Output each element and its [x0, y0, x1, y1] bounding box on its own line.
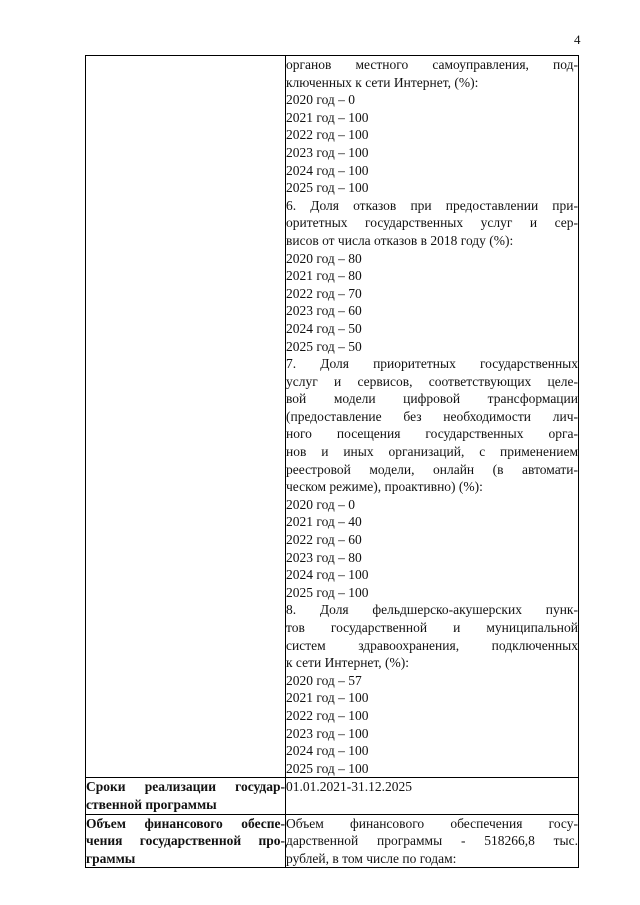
content-line: дарственной программы - 518266,8 тыс. [286, 833, 578, 849]
label-line: Объем финансового обеспе- [86, 815, 285, 831]
content-line: 2021 год – 80 [286, 268, 362, 284]
content-line: 2023 год – 100 [286, 725, 369, 741]
content-line: 2020 год – 80 [286, 250, 362, 266]
content-line: услуг и сервисов, соответствующих целе- [286, 373, 578, 389]
content-line: 2025 год – 100 [286, 584, 369, 600]
content-line: 2023 год – 100 [286, 144, 369, 160]
content-line: 6. Доля отказов при предоставлении при- [286, 197, 578, 213]
content-line: тов государственной и муниципальной [286, 620, 578, 635]
content-line: 2022 год – 100 [286, 707, 369, 723]
content-line: нов и иных организаций, с применением [286, 444, 578, 460]
content-line: 2025 год – 100 [286, 760, 369, 776]
label-line: Сроки реализации государ- [86, 779, 285, 795]
content-line: 2024 год – 100 [286, 162, 369, 178]
content-line: 2021 год – 100 [286, 690, 369, 706]
table-body [86, 56, 579, 868]
content-line: вой модели цифровой трансформации [286, 391, 578, 407]
content-line: 2024 год – 50 [286, 320, 362, 336]
table-row [86, 56, 579, 778]
page-number: 4 [574, 32, 581, 47]
row-label-cell [86, 56, 286, 778]
row-content-cell [286, 814, 579, 868]
label-line: граммы [86, 850, 136, 866]
content-line: рублей, в том числе по годам: [286, 850, 457, 866]
content-line: 2023 год – 80 [286, 549, 362, 565]
content-line: систем здравоохранения, подключенных [286, 637, 578, 653]
program-passport-table [85, 55, 579, 868]
content-line: к сети Интернет, (%): [286, 655, 410, 671]
content-line: 8. Доля фельдшерско-акушерских пунк- [286, 602, 578, 618]
content-line: оритетных государственных услуг и сер- [286, 215, 578, 231]
content-line: 2022 год – 100 [286, 127, 369, 143]
label-line: чения государственной про- [86, 833, 285, 849]
content-line: (предоставление без необходимости лич- [286, 408, 578, 424]
content-line: 2020 год – 57 [286, 672, 362, 688]
content-line: ческом режиме), проактивно) (%): [286, 479, 483, 495]
content-line: 2022 год – 60 [286, 532, 362, 548]
content-line: 2022 год – 70 [286, 285, 362, 301]
content-line: 2025 год – 100 [286, 180, 369, 196]
table-row [86, 778, 579, 814]
content-line: 01.01.2021-31.12.2025 [286, 779, 412, 795]
content-line: органов местного самоуправления, под- [286, 57, 578, 72]
content-line: 2024 год – 100 [286, 743, 369, 759]
content-line: 2023 год – 60 [286, 303, 362, 319]
label-line: ственной программы [86, 796, 217, 812]
row-content-cell [286, 56, 579, 778]
content-line: 7. Доля приоритетных государственных [286, 356, 578, 372]
content-line: 2021 год – 40 [286, 514, 362, 530]
content-line: 2024 год – 100 [286, 567, 369, 583]
content-line: ключенных к сети Интернет, (%): [286, 74, 479, 90]
content-line: 2025 год – 50 [286, 338, 362, 354]
content-line: ного посещения государственных орга- [286, 426, 578, 442]
row-label-cell [86, 814, 286, 868]
content-line: 2020 год – 0 [286, 92, 356, 108]
content-line: 2020 год – 0 [286, 496, 356, 512]
table-row [86, 814, 579, 868]
content-line: реестровой модели, онлайн (в автомати- [286, 461, 578, 477]
row-label-cell [86, 778, 286, 814]
row-content-cell [286, 778, 579, 814]
content-line: 2021 год – 100 [286, 109, 369, 125]
content-line: висов от числа отказов в 2018 году (%): [286, 232, 514, 248]
content-line: Объем финансового обеспечения госу- [286, 815, 578, 831]
